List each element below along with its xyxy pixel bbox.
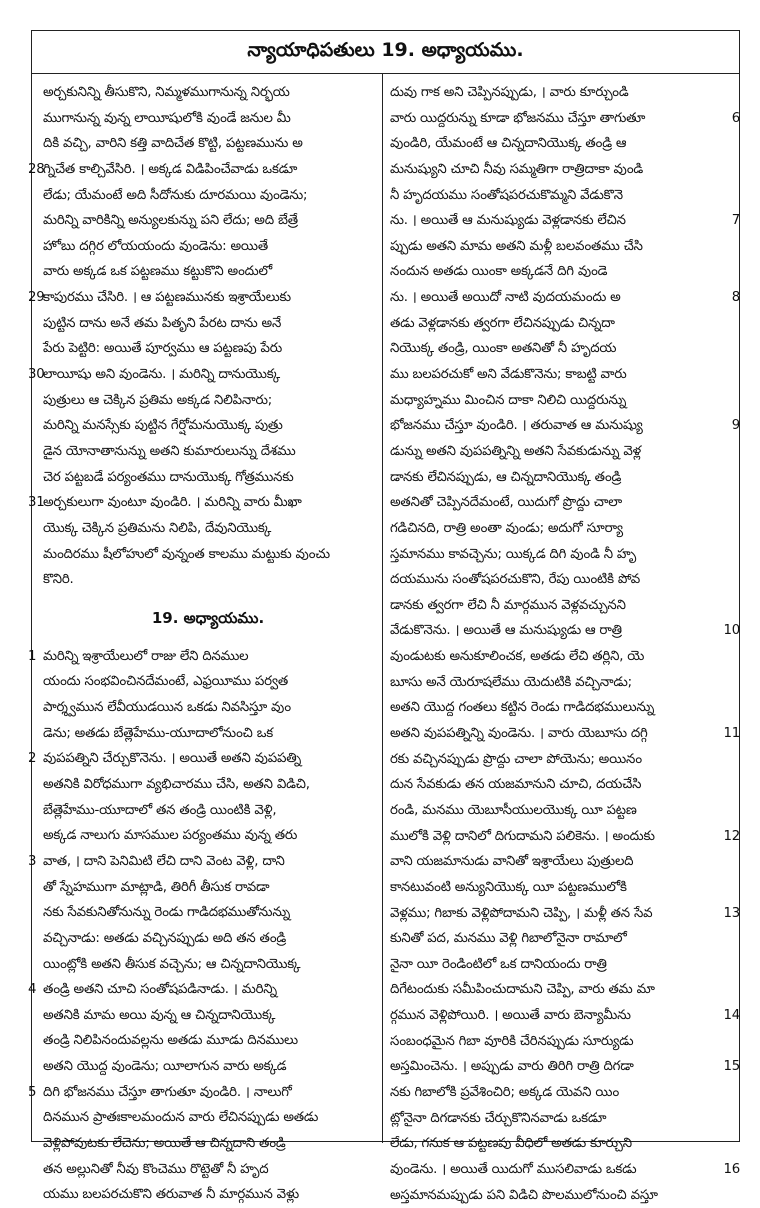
- chapter-heading: 19. అధ్యాయము.: [151, 608, 265, 627]
- text-line: [43, 1131, 373, 1157]
- text-line: [390, 977, 724, 1003]
- line-text: దువు గాక అని చెప్పినప్పుడు, । వారు కూర్చుండి: [390, 85, 629, 100]
- text-line: [390, 131, 724, 157]
- verse-number: 4: [28, 982, 37, 998]
- line-text: నకు గిబాలోకి ప్రవేశించిరి; అక్కడ యెవని యిం: [390, 1084, 619, 1100]
- text-line: [43, 208, 373, 234]
- line-text: ముగానున్న వున్న లాయీషులోకి వుండే జనుల మీ: [43, 110, 291, 126]
- line-text: డానకు త్వరగా లేచి నీ మార్గమున వెళ్లవచ్చునని: [390, 597, 626, 613]
- text-line: [390, 259, 724, 285]
- line-text: రకు వచ్చినప్పుడు ప్రొద్దు చాలా పోయెను; అయినం: [390, 751, 642, 767]
- line-text: అతని వుపపత్నిన్ని వుండెను. । వారు యెబూసు దగ్గి: [390, 726, 648, 742]
- text-line: [390, 336, 724, 362]
- line-text: అతనికి మామ అయి వున్న ఆ చిన్నదానియొక్క: [43, 1007, 276, 1023]
- line-text: అస్తమించెను. । అప్పుడు వారు తిరిగి రాత్రి దిగడా: [390, 1059, 634, 1075]
- line-text: మరిన్ని వారికిన్ని అన్యులకున్ను పని లేదు; అది బేత్రే: [43, 213, 298, 229]
- line-text: హోబు దగ్గిర లోయయందు వుండెను: అయితే: [43, 238, 268, 254]
- text-line: [28, 490, 373, 516]
- line-text: వారు అక్కడ ఒక పట్టణము కట్టుకొని అందులో: [43, 264, 272, 280]
- text-line: [28, 285, 373, 311]
- text-line: [390, 849, 724, 875]
- line-text: అతని యొద్ద వుండెను; యీలాగున వారు అక్కడ: [43, 1059, 287, 1075]
- line-text: ములోకి వెళ్లి దానిలో దిగుదామని పలికెను. । అందుకు: [390, 828, 655, 844]
- verse-number: 8: [731, 290, 740, 306]
- line-text: దిగేటందుకు సమీపించుదామని చెప్పి, వారు తమ మా: [390, 982, 655, 998]
- line-text: వెళ్లము; గిబాకు వెళ్లిపోదామని చెప్పి, । మళ్లీ తన సేవ: [390, 905, 653, 921]
- line-text: స్తమానము కావచ్చెను; యిక్కడ దిగి వుండి నీ హృ: [390, 546, 637, 562]
- line-text: గడిచినది, రాత్రి అంతా వుండు; అదుగో సూర్యా: [390, 520, 623, 536]
- line-text: వుపపత్నిని చేర్చుకొనెను. । అయితే అతని వుపపత్ని: [43, 751, 302, 767]
- verse-number: 29: [28, 290, 45, 306]
- line-text: నందున అతడు యింకా అక్కడనే దిగి వుండె: [390, 264, 608, 280]
- text-line: [390, 952, 724, 978]
- line-text: అతని యొద్ద గంతలు కట్టిన రెండు గాడిదభములున్ను: [390, 700, 655, 716]
- line-text: అస్తమానమప్పుడు పని విడిచి పొలములోనుంచి వస్తూ: [390, 1187, 658, 1203]
- line-text: వుండిరి, యేమంటే ఆ చిన్నదానియొక్క తండ్రి ఆ: [390, 136, 627, 152]
- line-text: ను. । అయితే ఆ మనుష్యుడు వెళ్లడానకు లేచిన: [390, 213, 626, 229]
- left-column-bottom-text: [28, 644, 373, 1208]
- text-line: [390, 106, 740, 132]
- text-line: [390, 798, 724, 824]
- line-text: అతనితో చెప్పినదేమంటే, యిదుగో ప్రొద్దు చాలా: [390, 495, 622, 511]
- verse-number: 9: [731, 418, 740, 434]
- text-line: [43, 900, 373, 926]
- line-text: నకు సేవకునితోనున్ను రెండు గాడిదభముతోనున్ను: [43, 905, 291, 921]
- line-text: లేడు, గనుక ఆ పట్టణపు వీధిలో అతడు కూర్చుని: [390, 1136, 632, 1152]
- text-line: [43, 926, 373, 952]
- text-line: [390, 875, 724, 901]
- page-header: [32, 31, 739, 74]
- text-line: [43, 388, 373, 414]
- text-line: [390, 695, 724, 721]
- text-line: [43, 336, 373, 362]
- text-line: [390, 1003, 740, 1029]
- line-text: కునితో పద, మనము వెళ్లి గిబాలోనైనా రామాలో: [390, 931, 627, 947]
- line-text: తన అల్లునితో నీవు కొంచెము రొట్టెతో నీ హృద: [43, 1161, 269, 1177]
- text-line: [43, 721, 373, 747]
- text-line: [43, 1157, 373, 1183]
- line-text: అర్చకులుగా వుంటూ వుండిరి. । మరిన్ని వారు మీఖా: [43, 495, 302, 511]
- verse-number: 6: [731, 110, 740, 126]
- line-text: కాపురము చేసిరి. । ఆ పట్టణమునకు ఇశ్రాయేలుకు: [43, 290, 291, 306]
- line-text: దినమున ప్రాతఃకాలమందున వారు లేచినప్పుడు అతడు: [43, 1110, 319, 1126]
- line-text: డున్ను అతని వుపపత్నిన్ని అతని సేవకుడున్ను వెళ్ల: [390, 443, 641, 459]
- verse-number: 14: [723, 1008, 740, 1024]
- text-line: [43, 311, 373, 337]
- right-column-text: [390, 80, 740, 1208]
- line-text: యొక్క చెక్కిన ప్రతిమను నిలిపి, దేవునియొక్క: [43, 520, 272, 536]
- text-line: [390, 1080, 724, 1106]
- text-line: [43, 669, 373, 695]
- verse-number: 10: [723, 623, 740, 639]
- line-text: వేడుకొనెను. । అయితే ఆ మనుష్యుడు ఆ రాత్రి: [390, 623, 622, 639]
- text-line: [390, 1029, 724, 1055]
- text-line: [43, 772, 373, 798]
- line-text: యింట్లోకి అతని తీసుక వచ్చెను; ఆ చిన్నదానియొక్క: [43, 956, 301, 972]
- text-line: [390, 413, 740, 439]
- line-text: నీ హృదయము సంతోషపరచుకొమ్మని వేడుకొనె: [390, 187, 623, 203]
- verse-number: 11: [723, 726, 740, 742]
- line-text: డానకు లేచినప్పుడు, ఆ చిన్నదానియొక్క తండ్రి: [390, 469, 622, 485]
- verse-number: 16: [723, 1161, 740, 1177]
- text-line: [390, 80, 724, 106]
- text-line: [43, 567, 373, 593]
- text-line: [43, 1054, 373, 1080]
- line-text: వాత, । దాని పెనిమిటి లేచి దాని వెంట వెళ్లి, దాని: [43, 853, 285, 869]
- text-line: [390, 208, 740, 234]
- line-text: వుండుటకు అనుకూలించక, అతడు లేచి తర్లిని, యె: [390, 649, 645, 665]
- text-line: [43, 1182, 373, 1208]
- text-line: [390, 901, 740, 927]
- verse-number: 3: [28, 853, 37, 869]
- text-line: [390, 516, 724, 542]
- text-line: [28, 644, 373, 670]
- text-line: [43, 1003, 373, 1029]
- left-column: [28, 80, 373, 1208]
- line-text: గ్నిచేత కాల్చివేసిరి. । అక్కడ విడిపించేవాడు ఒకడూ: [43, 161, 298, 177]
- text-line: [390, 1054, 740, 1080]
- text-line: [390, 644, 724, 670]
- line-text: పార్శ్వమున లేవీయుడయిన ఒకడు నివసిస్తూ వుం: [43, 700, 291, 716]
- verse-number: 2: [28, 751, 37, 767]
- line-text: యందు సంభవించినదేమంటే, ఎఫ్రయీము పర్వత: [43, 674, 289, 690]
- line-text: ర్గమున వెళ్లిపోయిరి. । అయితే వారు బెన్యామీను: [390, 1008, 631, 1024]
- line-text: కొనిరి.: [43, 572, 74, 588]
- line-text: యము బలపరచుకొని తరువాత నీ మార్గమున వెళ్లు: [43, 1187, 299, 1203]
- text-line: [43, 542, 373, 568]
- line-text: నైనా యీ రెండింటిలో ఒక దానియందు రాత్రి: [390, 956, 607, 972]
- right-column: [390, 80, 740, 1208]
- line-text: తండ్రి నిలిపినందువల్లను అతడు మూడు దినములు: [43, 1033, 298, 1049]
- text-line: [28, 362, 373, 388]
- text-line: [390, 1157, 740, 1183]
- verse-number: 7: [731, 213, 740, 229]
- text-line: [28, 849, 373, 875]
- left-column-top-text: [28, 80, 373, 593]
- line-text: పేరు పెట్టిరి: అయితే పూర్వము ఆ పట్టణపు పేరు: [43, 341, 283, 357]
- line-text: మధ్యాహ్నము మించిన దాకా నిలిచి యిద్దరున్ను: [390, 392, 627, 408]
- text-line: [390, 747, 724, 773]
- bible-page: [28, 30, 740, 1203]
- text-line: [43, 875, 373, 901]
- line-text: పుత్రులు ఆ చెక్కిన ప్రతిమ అక్కడ నిలిపినారు;: [43, 392, 273, 408]
- text-line: [390, 157, 724, 183]
- line-text: ము బలపరచుకో అని వేడుకొనెను; కాబట్టి వారు: [390, 367, 627, 383]
- text-line: [43, 80, 373, 106]
- line-text: తండ్రి అతని చూచి సంతోషపడినాడు. । మరిన్ని: [43, 982, 277, 998]
- line-text: లేడు; యేమంటే అది సీదోనుకు దూరమయి వుండెను;: [43, 187, 308, 203]
- line-text: మందిరము షీలోహులో వున్నంత కాలము మట్టుకు వుంచు: [43, 546, 330, 562]
- text-line: [390, 670, 724, 696]
- line-text: దిగి భోజనము చేస్తూ తాగుతూ వుండిరి. । నాలుగో: [43, 1084, 292, 1100]
- line-text: అతనికి విరోధముగా వ్యభిచారము చేసి, అతని విడిచి,: [43, 777, 310, 793]
- text-line: [390, 490, 724, 516]
- line-text: ట్లోనైనా దిగడానకు చేర్చుకొనినవాడు ఒకడూ: [390, 1110, 607, 1126]
- text-line: [43, 695, 373, 721]
- text-line: [43, 516, 373, 542]
- line-text: బూసు అనే యెరూషలేము యెదుటికి వచ్చినాడు;: [390, 674, 632, 690]
- line-text: అక్కడ నాలుగు మాసముల పర్యంతము వున్న తరు: [43, 828, 298, 844]
- line-text: వాని యజమానుడు వానితో ఇశ్రాయేలు పుత్రులది: [390, 854, 634, 870]
- line-text: భోజనము చేస్తూ వుండిరి. । తరువాత ఆ మనుష్యు: [390, 418, 643, 434]
- text-line: [43, 183, 373, 209]
- verse-number: 31: [28, 495, 45, 511]
- text-line: [390, 439, 724, 465]
- text-line: [390, 772, 724, 798]
- line-text: లాయీషు అని వుండెను. । మరిన్ని దానుయొక్క: [43, 367, 280, 383]
- text-line: [390, 926, 724, 952]
- text-line: [390, 362, 724, 388]
- line-text: దయమును సంతోషపరచుకొని, రేపు యింటికి పోవ: [390, 572, 641, 588]
- line-text: వచ్చినాడు: అతడు వచ్చినప్పుడు అది తన తండ్రి: [43, 930, 287, 946]
- text-line: [43, 413, 373, 439]
- text-line: [43, 131, 373, 157]
- text-line: [43, 798, 373, 824]
- line-text: నియొక్క తండ్రి, యింకా అతనితో నీ హృదయ: [390, 341, 617, 357]
- verse-number: 1: [28, 648, 37, 664]
- line-text: మరిన్ని మనస్సేకు పుట్టిన గేర్షోమనుయొక్క పుత్రు: [43, 418, 283, 434]
- text-line: [390, 824, 740, 850]
- line-text: దున సేవకుడు తన యజమానుని చూచి, దయచేసి: [390, 777, 642, 793]
- line-text: వుండెను. । అయితే యిదుగో ముసలివాడు ఒకడు: [390, 1161, 637, 1177]
- text-line: [28, 1080, 373, 1106]
- text-line: [43, 1028, 373, 1054]
- line-text: డైన యోనాతానున్ను అతని కుమారులున్ను దేశము: [43, 443, 296, 459]
- line-text: మరిన్ని ఇశ్రాయేలులో రాజు లేని దినముల: [43, 648, 249, 664]
- text-line: [43, 106, 373, 132]
- verse-number: 15: [723, 1059, 740, 1075]
- line-text: దికి వచ్చి, వారిని కత్తి వాదిచేత కొట్టి, పట్టణమును అ: [43, 136, 303, 152]
- line-text: మనుష్యుని చూచి నీవు సమ్మతిగా రాత్రిదాకా వుండి: [390, 161, 644, 177]
- text-line: [390, 542, 724, 568]
- text-line: [28, 746, 373, 772]
- verse-number: 30: [28, 367, 45, 383]
- verse-number: 12: [723, 828, 740, 844]
- line-text: ను. । అయితే అయిదో నాటి వుదయమందు అ: [390, 290, 621, 306]
- line-text: వెళ్లిపోవుటకు లేచెను; అయితే ఆ చిన్నదాని తండ్రి: [43, 1135, 286, 1151]
- text-line: [390, 311, 724, 337]
- text-line: [390, 618, 740, 644]
- line-text: తడు వెళ్లడానకు త్వరగా లేచినప్పుడు చిన్నదా: [390, 315, 615, 331]
- text-line: [43, 234, 373, 260]
- line-text: రండి, మనము యెబూసీయులయొక్క యీ పట్టణ: [390, 802, 637, 818]
- line-text: డెను; అతడు బేత్లెహేము-యూదాలోనుంచి ఒక: [43, 725, 273, 741]
- page-title: న్యాయాధిపతులు 19. అధ్యాయము.: [247, 38, 524, 61]
- verse-number: 5: [28, 1084, 37, 1100]
- line-text: పుట్టిన దాను అనే తమ పితృని పేరట దాను అనే: [43, 315, 282, 331]
- line-text: తో స్నేహముగా మాట్లాడి, తిరిగీ తీసుక రావడా: [43, 879, 270, 895]
- text-line: [43, 465, 373, 491]
- text-line: [43, 259, 373, 285]
- text-line: [390, 388, 724, 414]
- line-text: సంబంధమైన గిబా వూరికి చేరినప్పుడు సూర్యుడు: [390, 1033, 634, 1049]
- line-text: వారు యిద్దరున్ను కూడా భోజనము చేస్తూ తాగుతూ: [390, 110, 646, 126]
- text-line: [390, 1131, 724, 1157]
- text-line: [43, 439, 373, 465]
- column-divider: [382, 73, 383, 1143]
- verse-number: 28: [28, 161, 45, 177]
- text-line: [43, 823, 373, 849]
- line-text: చెర పట్టబడే పర్యంతము దానుయొక్క గోత్రమునకు: [43, 469, 294, 485]
- line-text: కానటువంటి అన్యునియొక్క యీ పట్టణములోకి: [390, 879, 627, 895]
- text-line: [28, 157, 373, 183]
- text-line: [390, 183, 724, 209]
- text-line: [390, 465, 724, 491]
- text-line: [43, 1105, 373, 1131]
- line-text: అర్చకునిన్ని తీసుకొని, నిమ్మళముగానున్న నిర్భయ: [43, 85, 290, 100]
- line-text: బేత్లెహేము-యూదాలో తన తండ్రి యింటికి వెళ్లి,: [43, 802, 277, 818]
- text-line: [390, 593, 724, 619]
- text-line: [390, 234, 724, 260]
- text-line: [390, 721, 740, 747]
- text-line: [43, 952, 373, 978]
- text-line: [390, 567, 724, 593]
- verse-number: 13: [723, 905, 740, 921]
- text-line: [28, 977, 373, 1003]
- text-line: [390, 285, 740, 311]
- text-line: [390, 1183, 724, 1208]
- text-line: [390, 1106, 724, 1132]
- line-text: ప్పుడు అతని మామ అతని మళ్లీ బలవంతము చేసి: [390, 238, 643, 254]
